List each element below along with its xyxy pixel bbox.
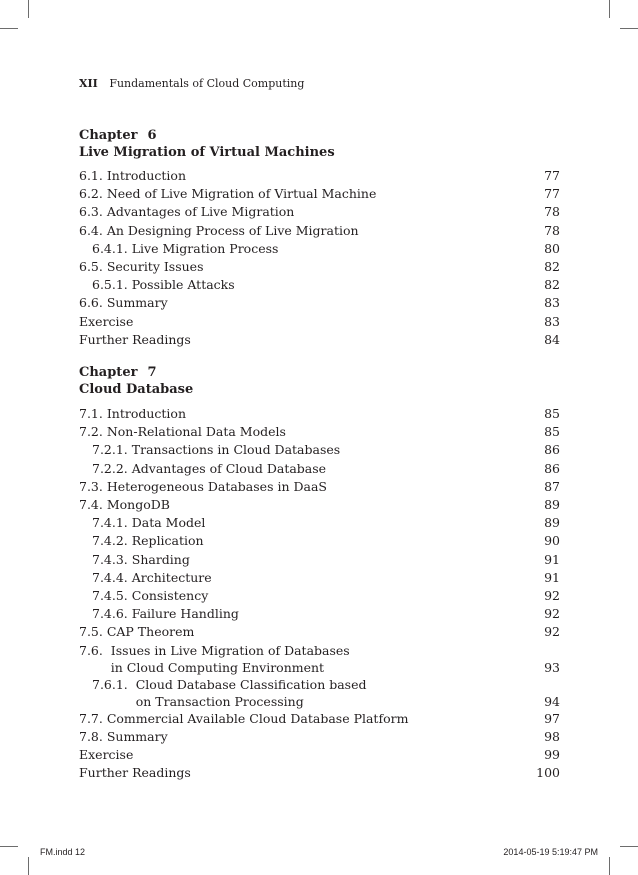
toc-entry-page: 82	[544, 259, 560, 275]
toc-entry-page: 86	[544, 460, 560, 476]
toc-entry-page: 82	[544, 277, 560, 293]
crop-mark	[609, 0, 610, 18]
toc-entry-page: 77	[544, 168, 560, 183]
toc-entry-page: 91	[544, 569, 560, 585]
toc-subentry[interactable]	[79, 569, 560, 587]
chapter-6-toc	[79, 167, 560, 349]
toc-subentry[interactable]	[79, 240, 560, 258]
toc-entry-label: 7.4.6. Failure Handling	[92, 606, 239, 622]
toc-entry-page: 84	[544, 331, 560, 347]
toc-entry[interactable]	[79, 313, 560, 331]
toc-entry[interactable]	[79, 185, 560, 203]
toc-entry-label: 7.6.1. Cloud Database Classification based on Transaction Processing	[92, 676, 367, 709]
toc-entry-label: Exercise	[79, 747, 134, 763]
toc-entry-label: 7.6. Issues in Live Migration of Databases in Cloud Computing Environment	[79, 642, 350, 675]
toc-entry-page: 83	[544, 295, 560, 311]
slug-file-name: FM.indd 12	[40, 847, 86, 857]
toc-entry-page: 99	[544, 747, 560, 763]
toc-entry-page: 92	[544, 624, 560, 640]
toc-entry-page: 89	[544, 515, 560, 531]
toc-entry-label: 7.2.2. Advantages of Cloud Database	[92, 460, 327, 476]
toc-entry-page: 90	[544, 533, 560, 549]
running-head	[79, 77, 304, 90]
chapter-number: 7	[147, 365, 157, 380]
chapter-title: Cloud Database	[79, 382, 194, 397]
toc-entry[interactable]	[79, 258, 560, 276]
toc-entry[interactable]	[79, 222, 560, 240]
toc-subentry[interactable]	[79, 276, 560, 294]
toc-entry-label: 6.1. Introduction	[79, 168, 186, 183]
toc-subentry[interactable]	[79, 460, 560, 478]
crop-mark	[620, 28, 638, 29]
toc-entry-page: 97	[544, 710, 560, 726]
toc-entry-page: 100	[536, 765, 560, 781]
crop-mark	[620, 846, 638, 847]
toc-entry-label: 7.2.1. Transactions in Cloud Databases	[92, 442, 341, 458]
chapter-7-toc	[79, 405, 560, 782]
toc-entry-page: 78	[544, 222, 560, 238]
toc-entry[interactable]	[79, 764, 560, 782]
toc-entry-label: 6.5. Security Issues	[79, 259, 204, 275]
chapter-number: 6	[147, 128, 157, 143]
toc-entry-label: 7.8. Summary	[79, 728, 168, 744]
toc-entry-label: 7.4.3. Sharding	[92, 551, 190, 567]
toc-subentry[interactable]	[79, 532, 560, 550]
toc-entry[interactable]	[79, 203, 560, 221]
toc-entry-page: 77	[544, 186, 560, 202]
toc-subentry[interactable]	[79, 587, 560, 605]
toc-entry[interactable]	[79, 642, 560, 676]
chapter-7-heading	[79, 364, 193, 398]
toc-entry-label: 6.4.1. Live Migration Process	[92, 240, 279, 256]
toc-entry-page: 98	[544, 728, 560, 744]
toc-entry-label: 7.5. CAP Theorem	[79, 624, 195, 640]
toc-entry-page: 91	[544, 551, 560, 567]
toc-entry-label: Further Readings	[79, 331, 191, 347]
crop-mark	[28, 0, 29, 18]
chapter-6-heading	[79, 127, 335, 161]
toc-entry[interactable]	[79, 294, 560, 312]
toc-entry-page: 89	[544, 497, 560, 513]
crop-mark	[0, 846, 18, 847]
toc-entry-label: 7.4.2. Replication	[92, 533, 204, 549]
toc-subentry[interactable]	[79, 605, 560, 623]
toc-entry-label: 6.2. Need of Live Migration of Virtual Machine	[79, 186, 377, 202]
toc-subentry[interactable]	[79, 441, 560, 459]
toc-entry-label: 6.4. An Designing Process of Live Migration	[79, 222, 359, 238]
toc-entry-page: 83	[544, 313, 560, 329]
toc-entry-label: 7.4. MongoDB	[79, 497, 170, 513]
toc-entry-label: 7.2. Non-Relational Data Models	[79, 424, 286, 440]
chapter-label: Chapter	[79, 128, 138, 143]
toc-subentry[interactable]	[79, 676, 560, 710]
toc-entry[interactable]	[79, 710, 560, 728]
crop-mark	[0, 28, 18, 29]
toc-entry-label: 7.3. Heterogeneous Databases in DaaS	[79, 478, 327, 494]
toc-entry[interactable]	[79, 331, 560, 349]
toc-entry-label: 7.4.4. Architecture	[92, 569, 212, 585]
crop-mark	[28, 857, 29, 875]
toc-entry-page: 80	[544, 240, 560, 256]
toc-entry[interactable]	[79, 478, 560, 496]
toc-entry-page: 87	[544, 478, 560, 494]
toc-entry-label: 6.5.1. Possible Attacks	[92, 277, 235, 293]
crop-mark	[609, 857, 610, 875]
chapter-title: Live Migration of Virtual Machines	[79, 145, 335, 160]
toc-entry-page: 92	[544, 606, 560, 622]
book-title: Fundamentals of Cloud Computing	[109, 77, 305, 90]
toc-entry[interactable]	[79, 405, 560, 423]
chapter-label: Chapter	[79, 365, 138, 380]
toc-entry-page: 86	[544, 442, 560, 458]
toc-entry[interactable]	[79, 623, 560, 641]
toc-subentry[interactable]	[79, 551, 560, 569]
toc-entry-page: 85	[544, 424, 560, 440]
toc-entry-label: 7.1. Introduction	[79, 406, 186, 421]
toc-entry-label: Further Readings	[79, 765, 191, 781]
slug-timestamp: 2014-05-19 5:19:47 PM	[503, 847, 598, 857]
toc-entry[interactable]	[79, 423, 560, 441]
toc-entry-page: 93	[544, 659, 560, 675]
toc-entry-label: 7.7. Commercial Available Cloud Database Platform	[79, 710, 409, 726]
toc-entry-page: 92	[544, 588, 560, 604]
toc-entry[interactable]	[79, 728, 560, 746]
toc-entry-page: 78	[544, 204, 560, 220]
page-number-roman: XII	[79, 77, 98, 90]
toc-entry-label: 7.4.5. Consistency	[92, 588, 209, 604]
toc-entry-label: Exercise	[79, 313, 134, 329]
toc-entry-label: 6.6. Summary	[79, 295, 168, 311]
toc-entry-page: 85	[544, 406, 560, 421]
toc-subentry[interactable]	[79, 514, 560, 532]
toc-entry[interactable]	[79, 496, 560, 514]
toc-entry-label: 6.3. Advantages of Live Migration	[79, 204, 295, 220]
toc-entry[interactable]	[79, 167, 560, 185]
toc-entry-label: 7.4.1. Data Model	[92, 515, 206, 531]
toc-entry[interactable]	[79, 746, 560, 764]
toc-entry-page: 94	[544, 693, 560, 709]
